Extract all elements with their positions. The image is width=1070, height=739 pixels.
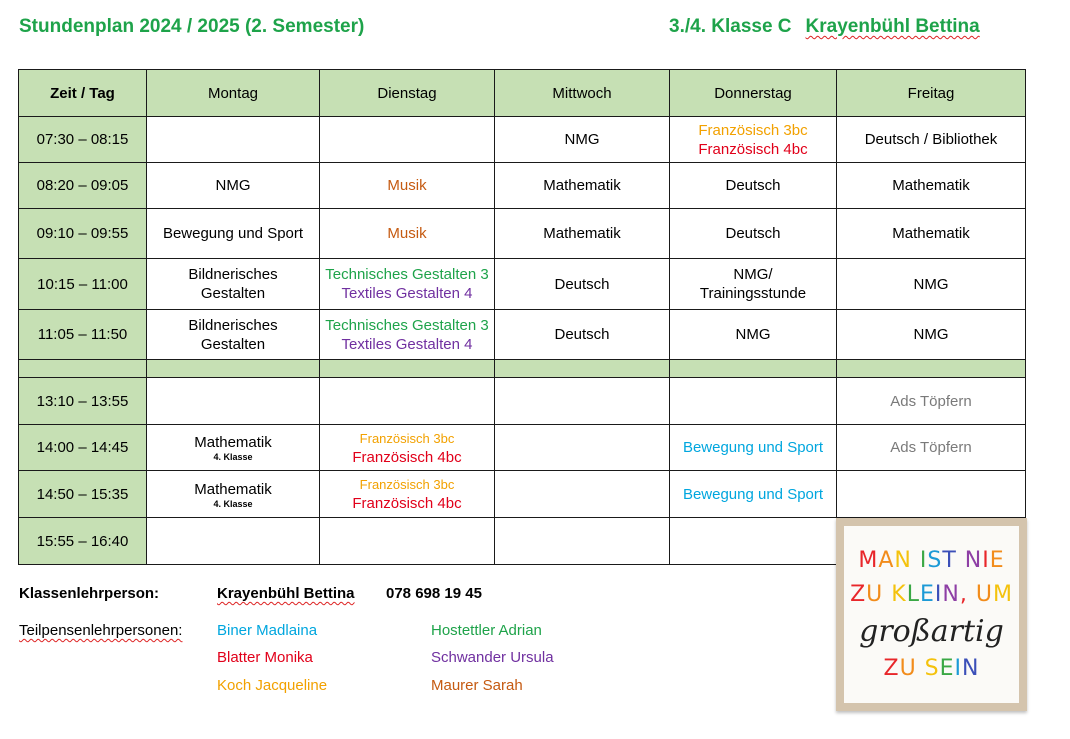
- lesson-cell: [495, 378, 670, 425]
- lesson-cell: Deutsch: [495, 310, 670, 360]
- motivational-poster: [836, 518, 1027, 711]
- lesson-line: Mathematik: [194, 434, 272, 451]
- lesson-subtext: 4. Klasse: [213, 498, 253, 509]
- lesson-cell: [670, 259, 837, 310]
- lesson-line: Textiles Gestalten 4: [341, 335, 473, 353]
- table-row: [19, 378, 1026, 425]
- teacher-blatter: Blatter Monika: [217, 649, 313, 666]
- lesson-cell: [320, 471, 495, 518]
- teacher-biner: Biner Madlaina: [217, 622, 318, 639]
- lesson-line: Französisch 3bc: [359, 430, 455, 446]
- lesson-cell: [320, 425, 495, 471]
- partial-teachers-label: Teilpensenlehrpersonen:: [19, 622, 183, 639]
- lesson-cell: NMG: [147, 163, 320, 209]
- teacher-koch: Koch Jacqueline: [217, 677, 328, 694]
- header-monday: Montag: [147, 70, 320, 117]
- lesson-cell: Musik: [320, 209, 495, 259]
- header-wednesday: Mittwoch: [495, 70, 670, 117]
- lesson-line: Textiles Gestalten 4: [341, 285, 473, 302]
- lesson-cell: Mathematik: [495, 209, 670, 259]
- poster-canvas: [844, 526, 1019, 703]
- lesson-cell: Deutsch: [495, 259, 670, 310]
- time-cell: 07:30 – 08:15: [19, 117, 147, 163]
- poster-line-4: ZU SEIN: [883, 655, 980, 681]
- time-cell: 15:55 – 16:40: [19, 518, 147, 565]
- class-teacher-label: Klassenlehrperson:: [19, 585, 160, 602]
- lesson-cell: [320, 518, 495, 565]
- lesson-line: Bildnerisches: [188, 316, 278, 334]
- lesson-cell: NMG: [670, 310, 837, 360]
- table-row: [19, 425, 1026, 471]
- lesson-line: Trainingsstunde: [699, 285, 807, 302]
- lesson-cell: [147, 378, 320, 425]
- lesson-cell: Musik: [320, 163, 495, 209]
- table-row: [19, 471, 1026, 518]
- time-cell: 09:10 – 09:55: [19, 209, 147, 259]
- lesson-cell: [495, 471, 670, 518]
- time-cell: 14:00 – 14:45: [19, 425, 147, 471]
- teacher-hostettler: Hostettler Adrian: [431, 622, 542, 639]
- lesson-cell: [670, 117, 837, 163]
- lesson-cell: Mathematik: [837, 209, 1026, 259]
- lesson-line: Bildnerisches: [188, 266, 278, 283]
- table-row: [19, 117, 1026, 163]
- lesson-cell: [320, 117, 495, 163]
- break-cell: [837, 360, 1026, 378]
- lesson-line: Französisch 3bc: [698, 121, 808, 139]
- teacher-name: Krayenbühl Bettina: [805, 16, 980, 37]
- poster-line-1: MAN IST NIE: [858, 547, 1005, 573]
- lesson-cell: [147, 117, 320, 163]
- lesson-cell: [670, 518, 837, 565]
- table-row: [19, 310, 1026, 360]
- table-row: [19, 209, 1026, 259]
- lesson-cell: [320, 259, 495, 310]
- teacher-schwander: Schwander Ursula: [431, 649, 554, 666]
- lesson-cell: [320, 310, 495, 360]
- header-friday: Freitag: [837, 70, 1026, 117]
- lesson-cell: Mathematik: [837, 163, 1026, 209]
- lesson-cell: Ads Töpfern: [837, 425, 1026, 471]
- lesson-cell: [147, 471, 320, 518]
- header-tuesday: Dienstag: [320, 70, 495, 117]
- lesson-cell: [320, 378, 495, 425]
- class-title: [669, 16, 980, 38]
- lesson-line: Französisch 4bc: [352, 495, 462, 512]
- lesson-cell: [147, 310, 320, 360]
- break-cell: [495, 360, 670, 378]
- timetable-header-row: [19, 70, 1026, 117]
- time-cell: 11:05 – 11:50: [19, 310, 147, 360]
- lesson-line: Französisch 4bc: [352, 448, 462, 466]
- lesson-cell: Deutsch / Bibliothek: [837, 117, 1026, 163]
- lesson-subtext: 4. Klasse: [213, 452, 253, 462]
- lesson-cell: [147, 425, 320, 471]
- table-row: [19, 163, 1026, 209]
- lesson-cell: NMG: [495, 117, 670, 163]
- lesson-line: NMG/: [733, 266, 773, 283]
- time-cell: 10:15 – 11:00: [19, 259, 147, 310]
- lesson-line: Mathematik: [194, 480, 272, 498]
- lesson-cell: NMG: [837, 259, 1026, 310]
- page-title: Stundenplan 2024 / 2025 (2. Semester): [19, 16, 365, 37]
- poster-line-3: großartig: [859, 613, 1004, 649]
- class-teacher-name: Krayenbühl Bettina: [217, 585, 355, 602]
- lesson-line: Technisches Gestalten 3: [325, 316, 489, 334]
- lesson-cell: NMG: [837, 310, 1026, 360]
- lesson-cell: [147, 259, 320, 310]
- time-cell: 14:50 – 15:35: [19, 471, 147, 518]
- lesson-cell: Bewegung und Sport: [670, 471, 837, 518]
- break-cell: [320, 360, 495, 378]
- lesson-line: Gestalten: [200, 285, 266, 302]
- lesson-cell: Mathematik: [495, 163, 670, 209]
- class-name: 3./4. Klasse C: [669, 16, 792, 37]
- lesson-line: Französisch 3bc: [359, 477, 455, 492]
- header-time-day: Zeit / Tag: [19, 70, 147, 117]
- lesson-cell: Deutsch: [670, 209, 837, 259]
- lesson-line: Französisch 4bc: [698, 140, 808, 158]
- lesson-cell: Deutsch: [670, 163, 837, 209]
- lesson-cell: [837, 471, 1026, 518]
- lunch-break-row: [19, 360, 1026, 378]
- break-cell: [147, 360, 320, 378]
- table-row: [19, 259, 1026, 310]
- lesson-cell: [495, 518, 670, 565]
- lesson-cell: [495, 425, 670, 471]
- lesson-line: Gestalten: [200, 335, 266, 353]
- lesson-line: Technisches Gestalten 3: [325, 266, 489, 283]
- time-cell: 13:10 – 13:55: [19, 378, 147, 425]
- lesson-cell: Bewegung und Sport: [670, 425, 837, 471]
- lesson-cell: [670, 378, 837, 425]
- class-teacher-phone: 078 698 19 45: [386, 585, 482, 602]
- lesson-cell: [147, 518, 320, 565]
- break-cell: [670, 360, 837, 378]
- header-thursday: Donnerstag: [670, 70, 837, 117]
- lesson-cell: Ads Töpfern: [837, 378, 1026, 425]
- poster-line-2: ZU KLEIN, UM: [850, 581, 1013, 607]
- teacher-maurer: Maurer Sarah: [431, 677, 523, 694]
- break-cell: [19, 360, 147, 378]
- lesson-cell: Bewegung und Sport: [147, 209, 320, 259]
- timetable: [18, 69, 1026, 565]
- time-cell: 08:20 – 09:05: [19, 163, 147, 209]
